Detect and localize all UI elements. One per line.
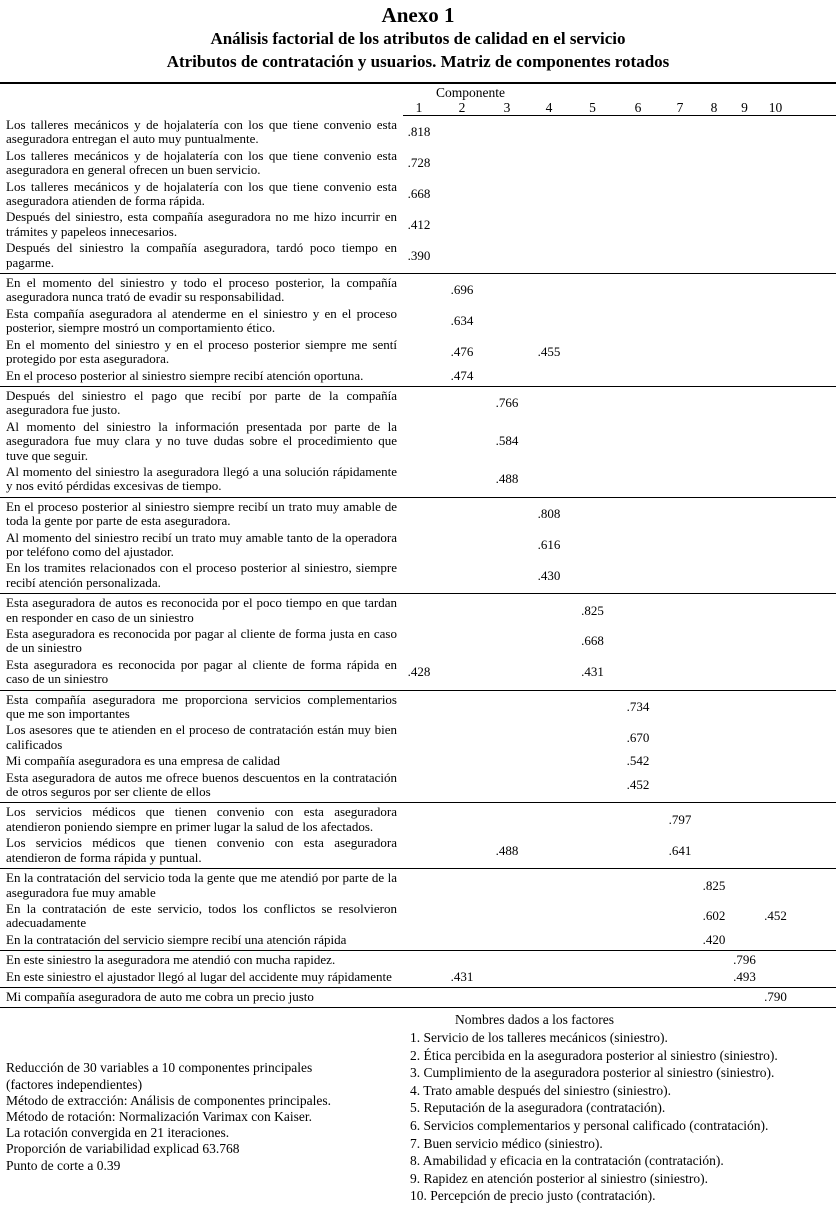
matrix-row	[0, 804, 836, 835]
statement-text: Los talleres mecánicos y de hojalatería con los que tiene convenio esta aseguradora entregan el auto muy puntualmente.	[6, 117, 397, 147]
matrix-row	[0, 240, 836, 271]
statement-text: Al momento del siniestro la aseguradora llegó a una solución rápidamente y nos evitó pérdidas excesivas de tiempo.	[6, 463, 397, 494]
component-column-number: 10	[768, 100, 783, 115]
matrix-row	[0, 337, 836, 368]
loading-value: .668	[407, 186, 431, 202]
loading-value: .476	[450, 344, 474, 360]
component-column-number: 8	[710, 100, 718, 115]
matrix-row	[0, 530, 836, 561]
statement-text: En la contratación del servicio toda la gente que me atendió por parte de la aseguradora fue muy amable	[6, 870, 397, 900]
extraction-notes	[0, 1008, 400, 1173]
factor-name-item: 7. Buen servicio médico (siniestro).	[410, 1135, 603, 1151]
document-header	[0, 0, 836, 73]
factor-group	[0, 691, 836, 804]
matrix-row	[0, 870, 836, 901]
matrix-body	[0, 116, 836, 1008]
matrix-row	[0, 117, 836, 148]
factor-name-item: 6. Servicios complementarios y personal calificado (contratación).	[410, 1117, 769, 1133]
factor-group	[0, 498, 836, 594]
statement-text: Al momento del siniestro la información presentada por parte de la aseguradora fue muy clara y no tuve dudas sobre el procedimiento que tuve que seguir.	[6, 418, 397, 463]
component-column-number: 4	[545, 100, 553, 115]
loading-value: .420	[702, 931, 726, 947]
matrix-row	[0, 626, 836, 657]
loading-value: .431	[581, 664, 604, 680]
factor-name-item: 2. Ética percibida en la aseguradora posterior al siniestro (siniestro).	[410, 1047, 778, 1063]
loading-value: .696	[450, 282, 474, 298]
loading-value: .641	[668, 842, 692, 858]
annex-title: Anexo 1	[381, 3, 455, 27]
factor-name-item: 8. Amabilidad y eficacia en la contratación (contratación).	[410, 1153, 724, 1169]
statement-text: Los servicios médicos que tienen convenio con esta aseguradora atendieron poniendo siempre en primer lugar la salud de los afectados.	[6, 804, 397, 834]
matrix-row	[0, 275, 836, 306]
matrix-row	[0, 148, 836, 179]
factor-names-list	[407, 1029, 836, 1205]
note-line: Método de extracción: Análisis de componentes principales.	[6, 1092, 332, 1108]
note-line: (factores independientes)	[6, 1076, 143, 1092]
matrix-row	[0, 722, 836, 753]
loading-value: .818	[407, 124, 431, 140]
statement-text: En este siniestro el ajustador llegó al lugar del accidente muy rápidamente	[6, 968, 392, 984]
statement-text: Esta aseguradora de autos es reconocida por el poco tiempo en que tardan en responder en caso de un siniestro	[6, 595, 397, 625]
matrix-row	[0, 388, 836, 419]
component-column-number: 6	[634, 100, 642, 115]
loading-value: .616	[537, 536, 561, 552]
statement-text: Esta compañía aseguradora me proporciona servicios complementarios que me son importantes	[6, 691, 397, 722]
loading-value: .797	[668, 811, 692, 827]
matrix-row	[0, 499, 836, 530]
statement-text: En el proceso posterior al siniestro siempre recibí atención oportuna.	[6, 367, 364, 383]
statement-text: En los tramites relacionados con el proceso posterior al siniestro, siempre recibí atención personalizada.	[6, 560, 397, 590]
component-column-number: 2	[458, 100, 466, 115]
loading-value: .542	[626, 753, 650, 769]
loading-value: .602	[702, 908, 726, 924]
table-footnotes	[0, 1008, 836, 1205]
note-line: Punto de corte a 0.39	[6, 1157, 121, 1173]
component-column-number: 3	[503, 100, 511, 115]
matrix-row	[0, 179, 836, 210]
matrix-row	[0, 692, 836, 723]
loading-value: .474	[450, 367, 474, 383]
statement-text: Mi compañía aseguradora es una empresa de calidad	[6, 753, 280, 769]
note-line: Método de rotación: Normalización Varimax con Kaiser.	[6, 1108, 313, 1124]
factor-group	[0, 274, 836, 387]
loading-value: .452	[626, 777, 650, 793]
loading-value: .493	[733, 968, 756, 984]
statement-text: Esta aseguradora es reconocida por pagar al cliente de forma justa en caso de un siniestro	[6, 626, 397, 656]
note-line: Proporción de variabilidad explicad 63.768	[6, 1141, 240, 1157]
component-column-number: 9	[741, 100, 748, 115]
factor-group	[0, 803, 836, 869]
factor-name-item: 5. Reputación de la aseguradora (contratación).	[410, 1100, 666, 1116]
note-line: Reducción de 30 variables a 10 componentes principales	[6, 1060, 313, 1076]
loading-value: .728	[407, 155, 431, 171]
statement-text: Los asesores que te atienden en el proceso de contratación están muy bien calificados	[6, 722, 397, 752]
loading-value: .808	[537, 506, 561, 522]
statement-text: Esta aseguradora de autos me ofrece buenos descuentos en la contratación de otros seguros por ser cliente de ellos	[6, 769, 397, 800]
statement-text: Después del siniestro la compañía aseguradora, tardó poco tiempo en pagarme.	[6, 240, 397, 270]
loading-value: .825	[702, 877, 726, 893]
matrix-row	[0, 595, 836, 626]
factor-group	[0, 116, 836, 274]
loading-value: .734	[626, 699, 650, 715]
note-line: La rotación convergida en 21 iteraciones.	[6, 1125, 230, 1141]
matrix-row	[0, 952, 836, 968]
loading-value: .668	[581, 633, 604, 649]
loading-value: .452	[764, 908, 787, 924]
factor-group	[0, 387, 836, 498]
factor-name-item: 4. Trato amable después del siniestro (siniestro).	[410, 1082, 671, 1098]
matrix-row	[0, 368, 836, 384]
loading-value: .488	[495, 842, 519, 858]
factor-names-title: Nombres dados a los factores	[455, 1012, 614, 1028]
loading-value: .766	[495, 395, 519, 411]
loading-value: .790	[764, 989, 787, 1005]
loading-value: .584	[495, 433, 519, 449]
loading-value: .634	[450, 313, 474, 329]
loading-value: .430	[537, 567, 561, 583]
loading-value: .488	[495, 471, 519, 487]
matrix-row	[0, 989, 836, 1005]
matrix-row	[0, 753, 836, 769]
statement-text: En la contratación de este servicio, todos los conflictos se resolvieron adecuadamente	[6, 900, 397, 931]
document-subtitle-line1: Análisis factorial de los atributos de calidad en el servicio	[210, 29, 626, 48]
matrix-row	[0, 770, 836, 801]
statement-text: En este siniestro la aseguradora me atendió con mucha rapidez.	[6, 952, 336, 968]
factor-name-item: 10. Percepción de precio justo (contratación).	[410, 1188, 656, 1204]
component-column-number: 1	[415, 100, 423, 115]
component-column-number: 5	[589, 100, 596, 115]
factor-name-item: 3. Cumplimiento de la aseguradora posterior al siniestro (siniestro).	[410, 1065, 775, 1081]
loading-value: .390	[407, 247, 431, 263]
statement-text: En el proceso posterior al siniestro siempre recibí un trato muy amable de toda la gente por parte de esta aseguradora.	[6, 498, 397, 529]
factor-names-block	[400, 1008, 836, 1205]
loading-value: .455	[537, 344, 561, 360]
component-column-number: 7	[676, 100, 684, 115]
statement-text: En el momento del siniestro y en el proceso posterior siempre me sentí protegido por esta aseguradora.	[6, 336, 397, 367]
statement-text: Esta compañía aseguradora al atenderme en el siniestro y en el proceso posterior, siempre mostró un comportamiento ético.	[6, 305, 397, 336]
matrix-row	[0, 306, 836, 337]
matrix-row	[0, 464, 836, 495]
matrix-header	[0, 85, 836, 116]
loading-value: .796	[733, 952, 756, 968]
statement-text: En la contratación del servicio siempre recibí una atención rápida	[6, 931, 347, 947]
factor-name-item: 9. Rapidez en atención posterior al siniestro (siniestro).	[410, 1170, 709, 1186]
factor-group	[0, 988, 836, 1008]
statement-text: Los talleres mecánicos y de hojalatería con los que tiene convenio esta aseguradora atienden de forma rápida.	[6, 178, 397, 209]
matrix-row	[0, 835, 836, 866]
factor-group	[0, 594, 836, 690]
factor-group	[0, 951, 836, 988]
matrix-row	[0, 419, 836, 464]
statement-text: Después del siniestro el pago que recibí por parte de la compañía aseguradora fue justo.	[6, 387, 397, 418]
matrix-row	[0, 209, 836, 240]
statement-text: Los servicios médicos que tienen convenio con esta aseguradora atendieron de forma rápida y puntual.	[6, 835, 397, 865]
loading-value: .412	[407, 216, 431, 232]
matrix-row	[0, 969, 836, 985]
loading-value: .428	[407, 664, 431, 680]
rotated-component-matrix	[0, 82, 836, 1008]
matrix-row	[0, 560, 836, 591]
loading-value: .825	[581, 602, 604, 618]
statement-text: Esta aseguradora es reconocida por pagar al cliente de forma rápida en caso de un siniestro	[6, 656, 397, 687]
document-subtitle-line2: Atributos de contratación y usuarios. Matriz de componentes rotados	[166, 52, 670, 71]
matrix-row	[0, 657, 836, 688]
component-header-label: Componente	[436, 85, 505, 100]
matrix-row	[0, 932, 836, 948]
statement-text: Después del siniestro, esta compañía aseguradora no me hizo incurrir en trámites y papeleos innecesarios.	[6, 209, 397, 239]
statement-text: En el momento del siniestro y todo el proceso posterior, la compañía aseguradora nunca trató de evadir su responsabilidad.	[6, 275, 397, 305]
loading-value: .431	[450, 968, 474, 984]
statement-text: Los talleres mecánicos y de hojalatería con los que tiene convenio esta aseguradora en general ofrecen un buen servicio.	[6, 147, 397, 178]
factor-group	[0, 869, 836, 951]
statement-text: Mi compañía aseguradora de auto me cobra un precio justo	[6, 988, 314, 1004]
component-column-numbers	[0, 100, 836, 115]
factor-name-item: 1. Servicio de los talleres mecánicos (siniestro).	[410, 1029, 668, 1045]
matrix-row	[0, 901, 836, 932]
statement-text: Al momento del siniestro recibí un trato muy amable tanto de la operadora por teléfono como del ajustador.	[6, 529, 397, 559]
loading-value: .670	[626, 729, 650, 745]
